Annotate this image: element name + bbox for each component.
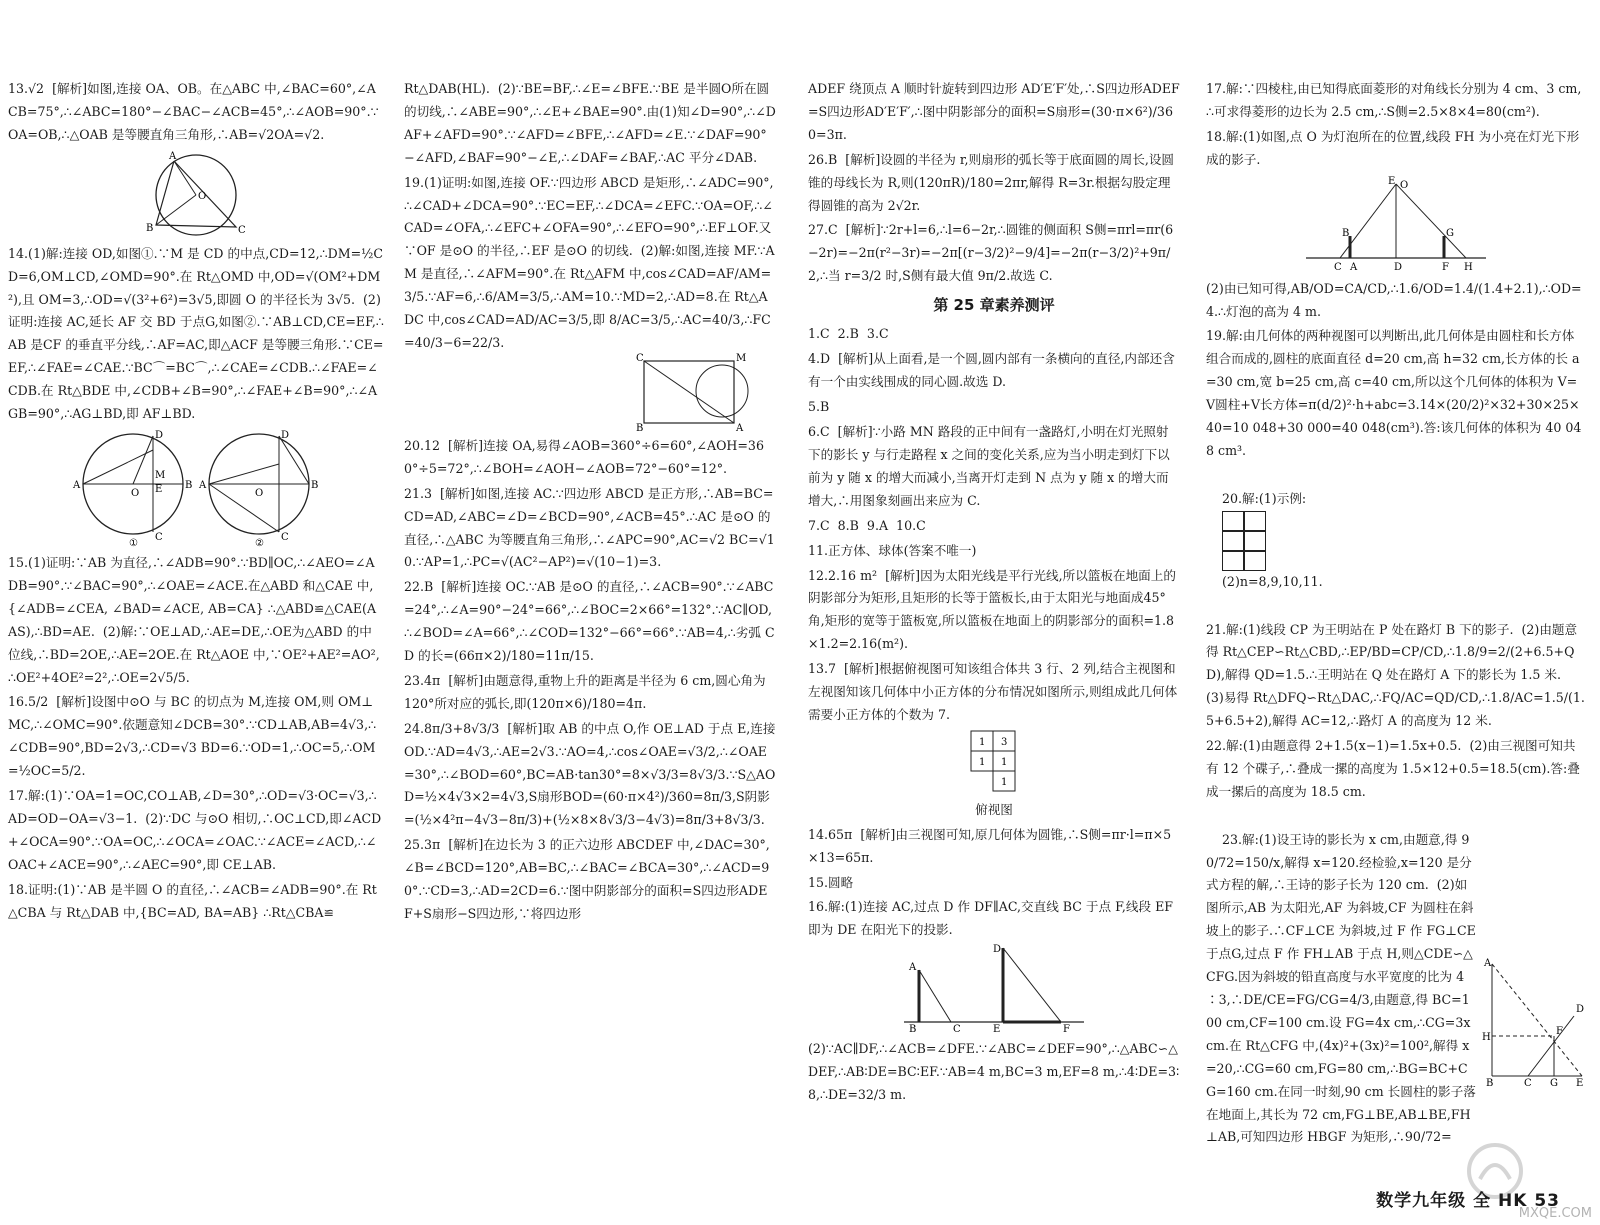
answer-22: 22.B [解析]连接 OC.∵AB 是⊙O 的直径,∴∠ACB=90°.∵∠ABC=24°,∴∠A=90°−24°=66°,∴∠BOC=2×66°=132°.∵AC∥OD,∴∠BOD=∠A=66°,∴∠COD=132°−66°=66°.∵AB=4,∴劣弧 CD 的长=(66π×2)/180=11π/15. bbox=[404, 579, 775, 664]
figure-slope-23 bbox=[1482, 956, 1586, 1086]
answer-25-cont: ADEF 绕顶点 A 顺时针旋转到四边形 AD′E′F′处,∴S四边形ADEF=S四边形AD′E′F′,∴图中阴影部分的面积=S扇形=(30·π×6²)/360=3π. bbox=[808, 81, 1180, 142]
answer-18: 18.证明:(1)∵AB 是半圆 O 的直径,∴∠ACB=∠ADB=90°.在 Rt△CBA 与 Rt△DAB 中,{BC=AD, BA=AB} ∴Rt△CBA≌ bbox=[8, 881, 377, 920]
svg-text:D: D bbox=[1576, 1003, 1585, 1015]
answer-14: 14.(1)解:连接 OD,如图①.∵M 是 CD 的中点,CD=12,∴DM=½CD=6,OM⊥CD,∠OMD=90°.在 Rt△OMD 中,OD=√(OM²+DM²),且 OM=3,∴OD=√(3²+6²)=3√5,即圆 O 的半径长为 3√5. (2)证明:连接 AC,延长 AF 交 BD 于点G,如图②.∵AB⊥CD,CE=EF,∴AB 是CF 的垂直平分线,∴AF=AC,即△ACF 是等腰三角形.∵CE=EF,∴∠FAE=∠CAE.∵BC⌒=BC⌒,∴∠CAE=∠CDB.∴∠FAE=∠CDB.在 Rt△BDE 中,∠CDB+∠B=90°,∴∠FAE+∠B=90°,∴∠AGB=90°,∴AG⊥BD,即 AF⊥BD. bbox=[8, 245, 384, 422]
svg-text:D: D bbox=[155, 429, 164, 441]
test-answer-6: 6.C [解析]∵小路 MN 路段的正中间有一盏路灯,小明在灯光照射下的影长 y 与行走路程 x 之间的变化关系,应为当小明走到灯下以前为 y 随 x 的增大而减小,当离开灯走到 N 点为 y 随 x 的增大而增大,∴用图象刻画出来应为 C. bbox=[808, 424, 1170, 508]
answer-20-part2: (2)n=8,9,10,11. bbox=[1222, 573, 1323, 589]
svg-text:H: H bbox=[1464, 261, 1473, 273]
test-answer-21: 21.解:(1)线段 CP 为王明站在 P 处在路灯 B 下的影子. (2)由题意得 Rt△CEP∽Rt△CBD,∴EP/BD=CP/CD,∴1.8/9=2/(2+6.5+QD),解得 QD=1.5.∴王明站在 Q 处在路灯 A 下的影长为 1.5 米. (3)易得 Rt△DFQ∽Rt△DAC,∴FQ/AC=QD/CD,∴1.8/AC=1.5/(1.5+6.5+2),解得 AC=12,∴路灯 A 的高度为 12 米. bbox=[1206, 621, 1585, 729]
svg-text:A: A bbox=[909, 962, 917, 974]
page-footer: 数学九年级 全 HK 53 bbox=[1376, 1191, 1560, 1211]
svg-text:1: 1 bbox=[979, 736, 986, 748]
test-answer-18: 18.解:(1)如图,点 O 为灯泡所在的位置,线段 FH 为小亮在灯光下形成的影子. bbox=[1206, 128, 1580, 167]
test-answer-22: 22.解:(1)由题意得 2+1.5(x−1)=1.5x+0.5. (2)由三视图可知共有 12 个碟子,∴叠成一摞的高度为 1.5×12+0.5=18.5(cm).答:叠成一摞后的高度为 18.5 cm. bbox=[1206, 738, 1580, 799]
figure-rectangle-19 bbox=[634, 351, 754, 431]
svg-text:F: F bbox=[1556, 1025, 1563, 1037]
svg-text:1: 1 bbox=[979, 756, 986, 768]
answer-13: 13.√2 [解析]如图,连接 OA、OB。在△ABC 中,∠BAC=60°,∠ACB=75°,∴∠ABC=180°−∠BAC−∠ACB=45°,∴∠AOB=90°.∵OA=OB,∴△OAB 是等腰直角三角形,∴AB=√2OA=√2. bbox=[8, 81, 379, 142]
test-answer-5: 5.B bbox=[808, 399, 830, 415]
test-answer-1-3: 1.C 2.B 3.C bbox=[808, 326, 889, 342]
svg-text:A: A bbox=[199, 479, 207, 491]
answer-21: 21.3 [解析]如图,连接 AC.∵四边形 ABCD 是正方形,∴AB=BC=CD=AD,∠ABC=∠D=∠BCD=90°,∠ACB=45°.∴AC 是⊙O 的直径,∴△ABC 为等腰直角三角形,∴∠APC=90°,AC=√2 BC=√10.∵AP=1,∴PC=√(AC²−AP²)=√(10−1)=3. bbox=[404, 485, 775, 570]
test-answer-7-10: 7.C 8.B 9.A 10.C bbox=[808, 517, 926, 533]
answer-24: 24.8π/3+8√3/3 [解析]取 AB 的中点 O,作 OE⊥AD 于点 E,连接 OD.∵AD=4√3,∴AE=2√3.∵AO=4,∴cos∠OAE=√3/2,∴∠OAE=30°,∴∠BOD=60°,BC=AB·tan30°=8×√3/3=8√3/3.∵S△AOD=½×4√3×2=4√3,S扇形BOD=(60·π×4²)/360=8π/3,S阴影=(½×4²π−4√3−8π/3)+(½×8×8√3/3−4√3)=8π/3+8√3/3. bbox=[404, 720, 780, 828]
figure-circle-13 bbox=[136, 149, 256, 239]
svg-text:1: 1 bbox=[1001, 776, 1008, 788]
column-2 bbox=[404, 78, 780, 928]
test-answer-11: 11.正方体、球体(答案不唯一) bbox=[808, 542, 977, 558]
svg-text:O: O bbox=[131, 487, 140, 499]
test-answer-23 bbox=[1206, 806, 1586, 1195]
answer-15: 15.(1)证明:∵AB 为直径,∴∠ADB=90°.∵BD∥OC,∴∠AEO=∠ADB=90°.∵∠BAC=90°,∴∠OAE=∠ACE.在△ABD 和△CAE 中,{∠ADB=∠CEA, ∠BAD=∠ACE, AB=CA} ∴△ABD≌△CAE(AAS),∴BD=AE. (2)解:∵OE⊥AD,∴AE=DE,∴OE为△ABD 的中位线,∴BD=2OE,∴AE=2OE.在 Rt△AOE 中,∵OE²+AE²=AO²,∴OE²+4OE²=2²,∴OE=2√5/5. bbox=[8, 554, 380, 685]
answer-16: 16.5/2 [解析]设图中⊙O 与 BC 的切点为 M,连接 OM,则 OM⊥MC,∴∠OMC=90°.依题意知∠DCB=30°.∵CD⊥AB,AB=4√3,∴∠CDB=90°,BD=2√3,∴CD=√3 BD=6.∵OD=1,∴OC=5,∴OM=½OC=5/2. bbox=[8, 694, 377, 779]
test-answer-14: 14.65π [解析]由三视图可知,原几何体为圆锥,∴S侧=πr·l=π×5×13=65π. bbox=[808, 826, 1172, 865]
svg-text:G: G bbox=[1550, 1077, 1558, 1086]
answer-27: 27.C [解析]∵2r+l=6,∴l=6−2r,∴圆锥的侧面积 S侧=πrl=πr(6−2r)=−2π(r²−3r)=−2π[(r−3/2)²−9/4]=−2π(r−3/2)²+9π/2,∴当 r=3/2 时,S侧有最大值 9π/2.故选 C. bbox=[808, 222, 1174, 284]
test-answer-12: 12.2.16 m² [解析]因为太阳光线是平行光线,所以篮板在地面上的阴影部分为矩形,且矩形的长等于篮板长,由于太阳光与地面成45°角,矩形的宽等于篮板宽,所以篮板在地面上的阴影部分的面积=1.8×1.2=2.16(m²). bbox=[808, 567, 1176, 652]
test-answer-18-part2: (2)由已知可得,AB/OD=CA/CD,∴1.6/OD=1.4/(1.4+2.1),∴OD=4.∴灯泡的高为 4 m. bbox=[1206, 280, 1582, 319]
svg-text:B: B bbox=[909, 1024, 917, 1035]
figure-shadow-16 bbox=[899, 944, 1089, 1034]
svg-text:C: C bbox=[281, 531, 289, 543]
answer-23-text: 23.解:(1)设王诗的影长为 x cm,由题意,得 90/72=150/x,解得 x=120.经检验,x=120 是分式方程的解,∴王诗的影子长为 120 cm. (2)如图所示,AB 为太阳光,AF 为斜坡,CF 为圆柱在斜坡上的影子.∴CF⊥CE 为斜坡,过 F 作 FG⊥CE 于点G,过点 F 作 FH⊥AB 于点 H,则△CDE∽△CFG.因为斜坡的铅直高度与水平宽度的比为 4∶3,∴DE/CE=FG/CG=4/3,由题意,得 BC=100 cm,CF=100 cm.设 FG=4x cm,∴CG=3x cm.在 Rt△CFG 中,(4x)²+(3x)²=100²,解得 x=20,∴CG=60 cm,FG=80 cm,∴BG=BC+CG=160 cm.在同一时刻,90 cm 长圆柱的影子落在地面上,其长为 72 cm,FG⊥BE,AB⊥BE,FH⊥AB,可知四边形 HBGF 为矩形,∴90/72= bbox=[1206, 831, 1480, 1145]
top-view-caption: 俯视图 bbox=[975, 801, 1013, 817]
svg-text:A: A bbox=[169, 150, 177, 162]
svg-text:D: D bbox=[993, 944, 1002, 956]
column-3 bbox=[808, 78, 1180, 1109]
svg-text:②: ② bbox=[255, 537, 264, 548]
svg-text:H: H bbox=[1482, 1031, 1491, 1043]
svg-text:A: A bbox=[736, 422, 744, 431]
svg-text:O: O bbox=[255, 487, 264, 499]
column-4 bbox=[1206, 78, 1586, 1197]
svg-text:①: ① bbox=[129, 537, 138, 548]
figure-circles-14 bbox=[71, 428, 321, 548]
svg-text:3: 3 bbox=[1001, 736, 1008, 748]
test-answer-17: 17.解:∵四棱柱,由已知得底面菱形的对角线长分别为 4 cm、3 cm,∴可求得菱形的边长为 2.5 cm,∴S侧=2.5×8×4=80(cm²). bbox=[1206, 81, 1582, 119]
answer-23: 23.4π [解析]由题意得,重物上升的距离是半径为 6 cm,圆心角为 120°所对应的弧长,即(120π×6)/180=4π. bbox=[404, 672, 770, 711]
column-1 bbox=[8, 78, 384, 926]
svg-text:E: E bbox=[1576, 1077, 1584, 1086]
svg-text:F: F bbox=[1063, 1024, 1070, 1035]
svg-text:C: C bbox=[953, 1024, 961, 1035]
figure-top-view-grid bbox=[959, 729, 1029, 799]
test-answer-15: 15.圆略 bbox=[808, 874, 854, 890]
watermark-text: MXQE.COM bbox=[1518, 1206, 1592, 1221]
svg-text:C: C bbox=[1524, 1077, 1532, 1086]
answer-26: 26.B [解析]设圆的半径为 r,则扇形的弧长等于底面圆的周长,设圆锥的母线长为 R,则(120πR)/180=2πr,解得 R=3r.根据勾股定理得圆锥的高为 2√2r. bbox=[808, 151, 1175, 213]
svg-text:O: O bbox=[1400, 179, 1409, 191]
svg-text:B: B bbox=[1342, 227, 1350, 239]
test-answer-13: 13.7 [解析]根据俯视图可知该组合体共 3 行、2 列,结合主视图和左视图知该几何体中小正方体的分布情况如图所示,则组成此几何体需要小正方体的个数为 7. bbox=[808, 661, 1178, 722]
svg-text:B: B bbox=[1486, 1077, 1494, 1086]
example-grid bbox=[1222, 511, 1266, 571]
answer-18-cont: Rt△DAB(HL). (2)∵BE=BF,∴∠E=∠BFE.∵BE 是半圆O所在圆的切线,∴∠ABE=90°,∴∠E+∠BAE=90°.由(1)知∠D=90°,∴∠DAF+∠AFD=90°.∵∠AFD=∠BFE,∴∠AFD=∠E.∵∠DAF=90°−∠AFD,∠BAF=90°−∠E,∴∠DAF=∠BAF,∴AC 平分∠DAB. bbox=[404, 81, 776, 165]
test-answer-19: 19.解:由几何体的两种视图可以判断出,此几何体是由圆柱和长方体组合而成的,圆柱的底面直径 d=20 cm,高 h=32 cm,长方体的长 a=30 cm,宽 b=25 cm,高 c=40 cm,所以这个几何体的体积为 V=V圆柱+V长方体=π(d/2)²·h+abc=3.14×(20/2)²×32+30×25×40=10 048+30 000=40 048(cm³).答:该几何体的体积为 40 048 cm³. bbox=[1206, 328, 1582, 458]
svg-text:B: B bbox=[146, 222, 154, 234]
svg-text:O: O bbox=[198, 190, 207, 202]
svg-text:E: E bbox=[993, 1024, 1001, 1035]
svg-text:B: B bbox=[636, 422, 644, 431]
svg-text:E: E bbox=[1388, 175, 1396, 187]
test-answer-20 bbox=[1206, 465, 1586, 617]
section-title: 第 25 章素养测评 bbox=[933, 296, 1055, 315]
answer-17: 17.解:(1)∵OA=1=OC,CO⊥AB,∠D=30°,∴OD=√3·OC=√3,∴AD=OD−OA=√3−1. (2)∵DC 与⊙O 相切,∴OC⊥CD,即∠ACD+∠OCA=90°.∵OA=OC,∴∠OCA=∠OAC.∵∠ACE=∠ACD,∴∠OAC+∠ACE=90°,∴∠AEC=90°,即 CE⊥AB. bbox=[8, 788, 382, 872]
svg-text:B: B bbox=[185, 479, 193, 491]
answer-25: 25.3π [解析]在边长为 3 的正六边形 ABCDEF 中,∠DAC=30°,∠B=∠BCD=120°,AB=BC,∴∠BAC=∠BCA=30°,∴∠ACD=90°.∵CD=3,∴AD=2CD=6.∵图中阴影部分的面积=S四边形ADEF+S扇形−S四边形,∵将四边形 bbox=[404, 837, 770, 921]
answer-20: 20.12 [解析]连接 OA,易得∠AOB=360°÷6=60°,∠AOH=360°÷5=72°,∴∠BOH=∠AOH−∠AOB=72°−60°=12°. bbox=[404, 437, 764, 476]
svg-text:C: C bbox=[155, 531, 163, 543]
test-answer-16: 16.解:(1)连接 AC,过点 D 作 DF∥AC,交直线 BC 于点 F,线段 EF 即为 DE 在阳光下的投影. bbox=[808, 899, 1178, 938]
svg-text:F: F bbox=[1442, 261, 1449, 273]
svg-text:A: A bbox=[1484, 957, 1492, 969]
test-answer-16-part2: (2)∵AC∥DF,∴∠ACB=∠DFE.∵∠ABC=∠DEF=90°,∴△ABC∽△DEF,∴AB∶DE=BC∶EF.∵AB=4 m,BC=3 m,EF=8 m,∴4∶DE=3∶8,∴DE=32/3 m. bbox=[808, 1041, 1180, 1103]
svg-text:A: A bbox=[73, 479, 81, 491]
svg-text:D: D bbox=[281, 429, 290, 441]
figure-lamp-18 bbox=[1296, 174, 1496, 274]
svg-text:M: M bbox=[736, 352, 747, 364]
svg-text:G: G bbox=[1446, 227, 1454, 239]
test-answer-4: 4.D [解析]从上面看,是一个圆,圆内部有一条横向的直径,内部还含有一个由实线围成的同心圆.故选 D. bbox=[808, 351, 1175, 390]
svg-text:D: D bbox=[1394, 261, 1403, 273]
svg-text:C: C bbox=[238, 224, 246, 236]
svg-text:1: 1 bbox=[1001, 756, 1008, 768]
svg-text:C: C bbox=[1334, 261, 1342, 273]
svg-text:C: C bbox=[636, 352, 644, 364]
svg-text:B: B bbox=[311, 479, 319, 491]
svg-text:M: M bbox=[155, 469, 166, 481]
svg-text:A: A bbox=[1350, 261, 1358, 273]
answer-20-part1: 20.解:(1)示例: bbox=[1222, 490, 1307, 506]
answer-19: 19.(1)证明:如图,连接 OF.∵四边形 ABCD 是矩形,∴∠ADC=90°,∴∠CAD+∠DCA=90°.∵EC=EF,∴∠DCA=∠EFC.∵OA=OF,∴∠CAD=∠OFA,∴∠EFC+∠OFA=90°,∴∠EFO=90°,∴EF⊥OF.又∵OF 是⊙O 的半径,∴EF 是⊙O 的切线. (2)解:如图,连接 MF.∵AM 是直径,∴∠AFM=90°.在 Rt△AFM 中,cos∠CAD=AF/AM=3/5.∵AF=6,∴6/AM=3/5,∴AM=10.∵MD=2,∴AD=8.在 Rt△ADC 中,cos∠CAD=AD/AC=3/5,即 8/AC=3/5,∴AC=40/3,∴FC=40/3−6=22/3. bbox=[404, 174, 775, 350]
svg-text:E: E bbox=[155, 483, 163, 495]
